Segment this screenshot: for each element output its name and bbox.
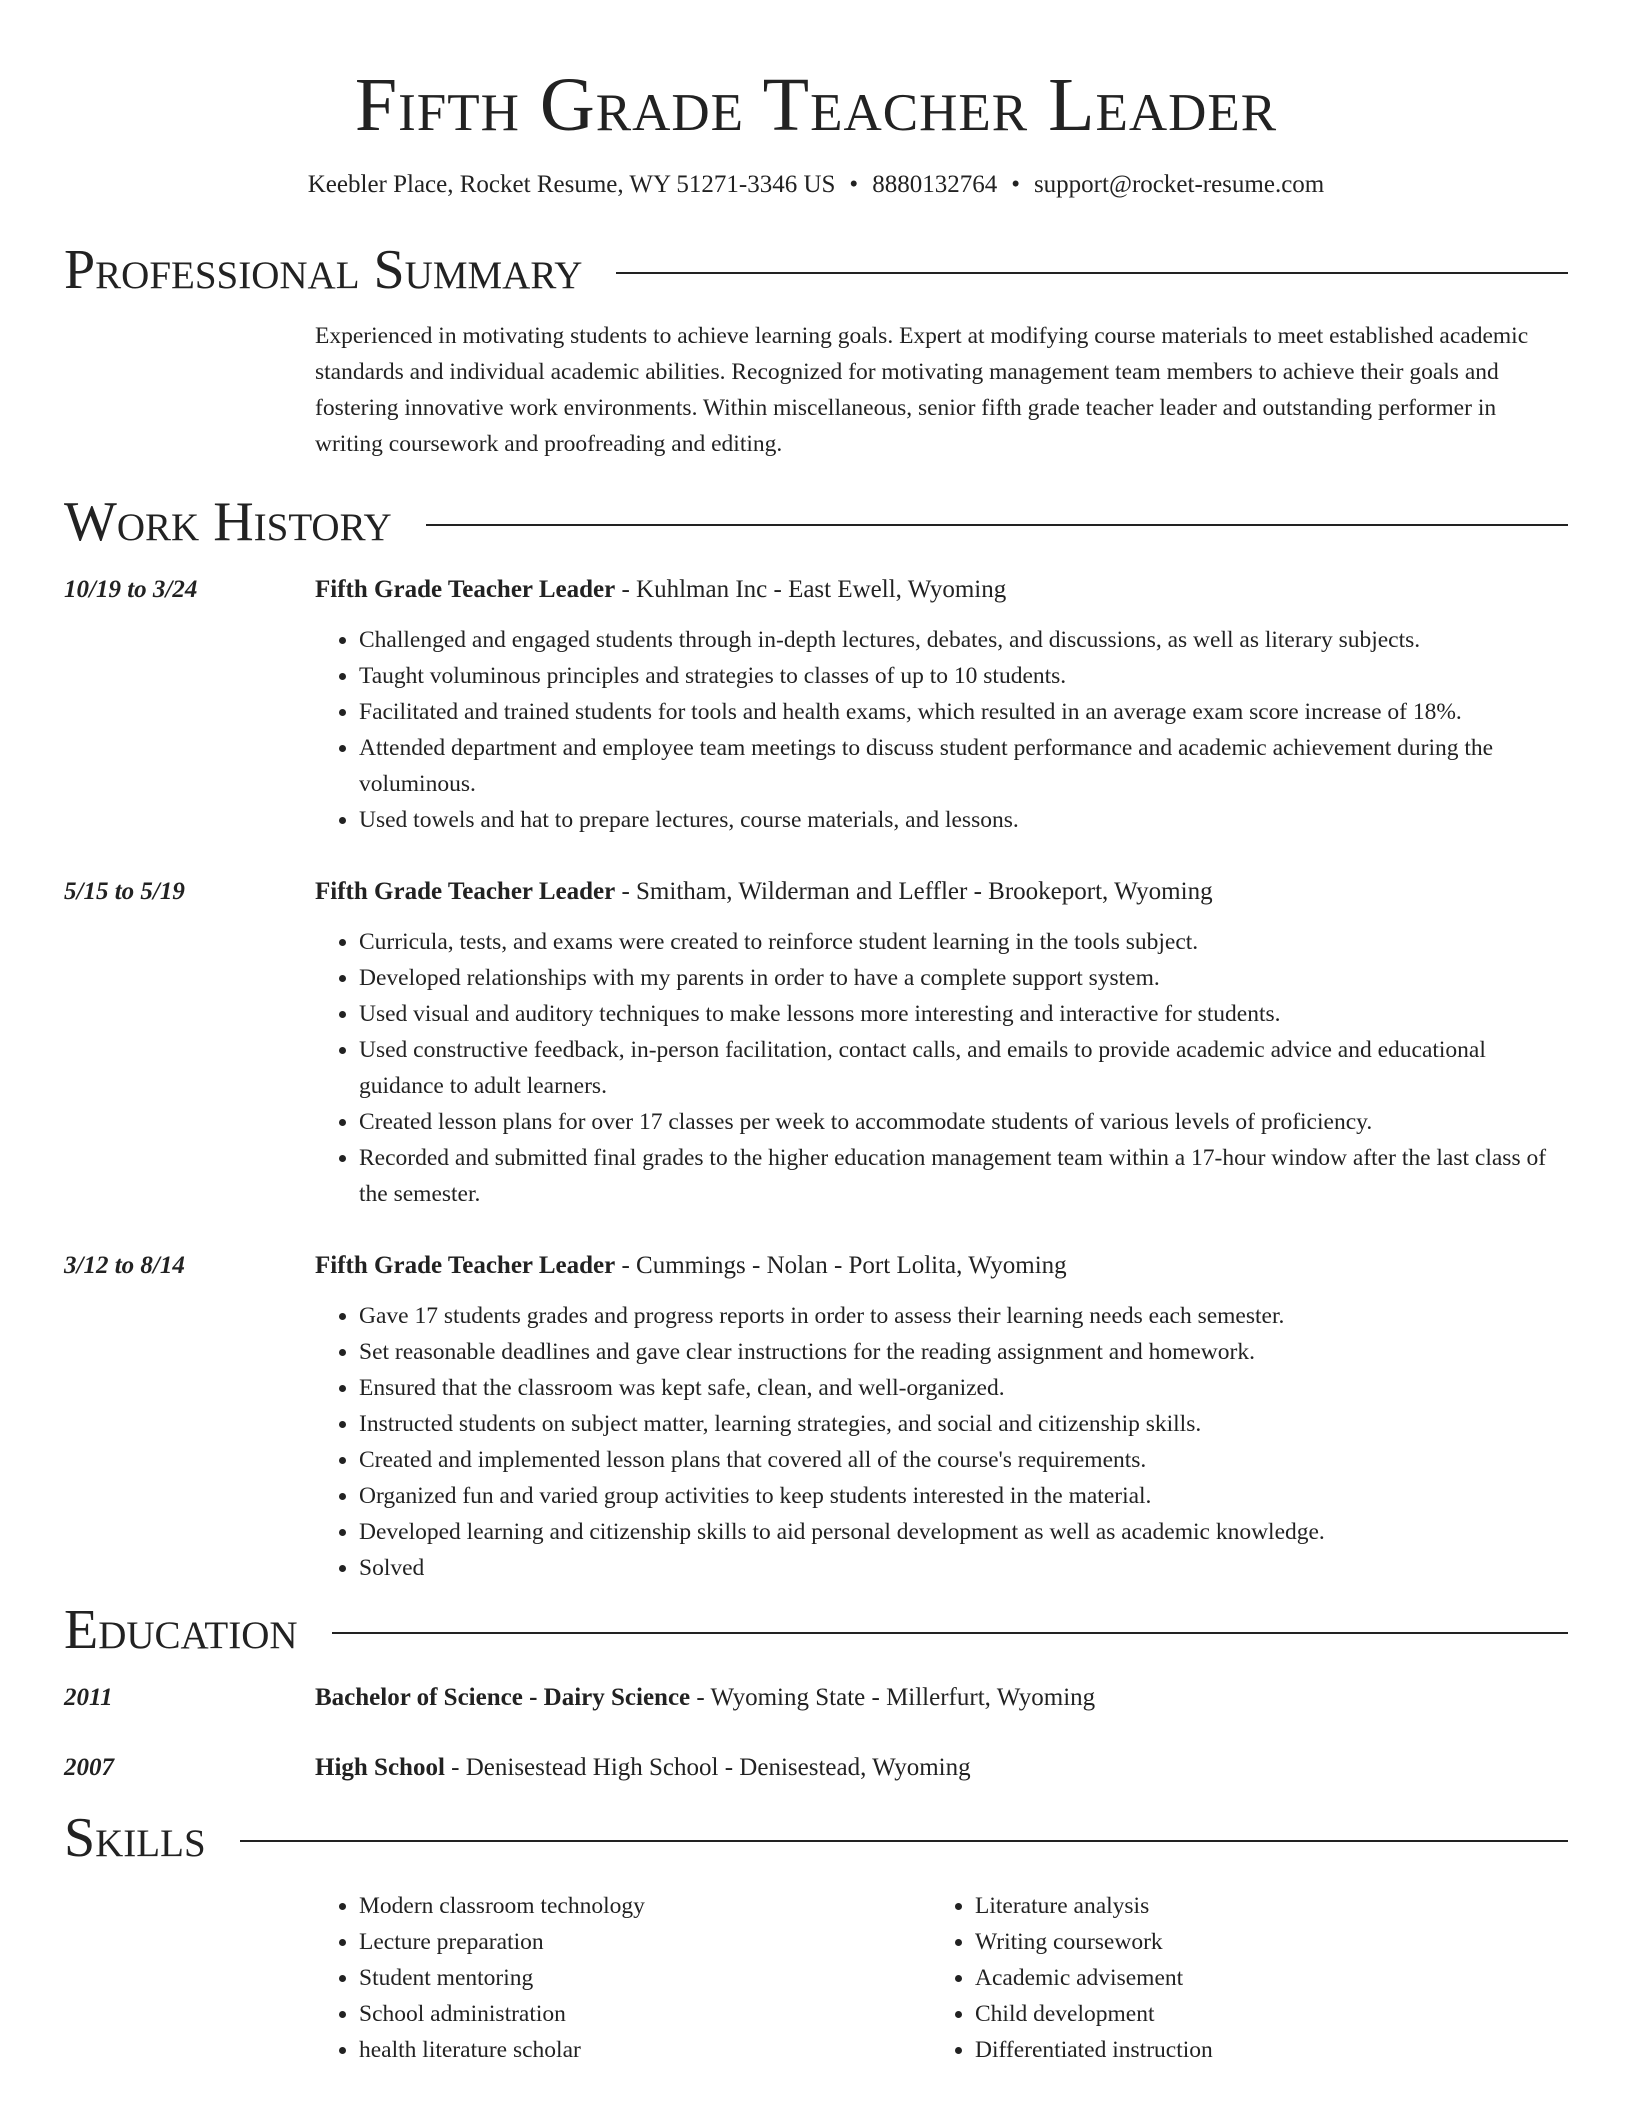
job-bullet-item: • Developed learning and citizenship skills to aid personal development as well as academic knowledge.	[359, 1514, 1568, 1550]
work-entry-body	[315, 572, 1568, 838]
job-bullet-item: • Ensured that the classroom was kept safe, clean, and well-organized.	[359, 1370, 1568, 1406]
contact-phone: 8880132764	[872, 171, 998, 198]
job-bullet-item: • Organized fun and varied group activities to keep students interested in the material.	[359, 1478, 1568, 1514]
work-entry-heading	[315, 572, 1568, 608]
skill-item: • Differentiated instruction	[975, 2032, 1547, 2068]
skill-item: • Literature analysis	[975, 1888, 1547, 1924]
skill-item: • health literature scholar	[359, 2032, 931, 2068]
job-bullet-item: • Challenged and engaged students through in-depth lectures, debates, and discussions, as well as literary subjects.	[359, 622, 1568, 658]
contact-address: Keebler Place, Rocket Resume, WY 51271-3346 US	[307, 171, 836, 198]
work-entry	[64, 874, 1568, 1212]
education-year: 2007	[64, 1754, 114, 1781]
education-degree: Bachelor of Science - Dairy Science	[315, 1684, 691, 1711]
job-bullet-item: • Developed relationships with my parents in order to have a complete support system.	[359, 960, 1568, 996]
education-section-header	[64, 1600, 1568, 1660]
job-bullet-item: • Attended department and employee team meetings to discuss student performance and academic achievement during the voluminous.	[359, 730, 1568, 802]
job-bullet-item: • Gave 17 students grades and progress reports in order to assess their learning needs each semester.	[359, 1298, 1568, 1334]
education-entry	[64, 1680, 1568, 1716]
contact-separator: •	[1011, 171, 1020, 198]
section-divider	[332, 1632, 1568, 1634]
job-bullets	[315, 924, 1568, 1212]
job-employer-location: - Cummings - Nolan - Port Lolita, Wyoming	[615, 1252, 1067, 1279]
section-title-education: Education	[64, 1599, 298, 1661]
section-divider	[616, 272, 1568, 274]
skill-item: • School administration	[359, 1996, 931, 2032]
contact-line	[64, 170, 1568, 200]
education-degree: High School	[315, 1754, 445, 1781]
education-entry	[64, 1750, 1568, 1786]
job-bullet-item: • Solved	[359, 1550, 1568, 1586]
work-entry	[64, 1248, 1568, 1586]
section-divider	[426, 524, 1568, 526]
education-school-location: - Denisestead High School - Denisestead, Wyoming	[444, 1754, 971, 1781]
work-entry-body	[315, 1248, 1568, 1586]
education-entry-body	[315, 1750, 1568, 1786]
job-title: Fifth Grade Teacher Leader	[315, 1252, 616, 1279]
candidate-name: Fifth Grade Teacher Leader	[354, 63, 1278, 147]
skill-item: • Academic advisement	[975, 1960, 1547, 1996]
job-employer-location: - Kuhlman Inc - East Ewell, Wyoming	[615, 576, 1007, 603]
skill-item: • Writing coursework	[975, 1924, 1547, 1960]
resume-page	[64, 0, 1568, 2068]
contact-email: support@rocket-resume.com	[1033, 171, 1325, 198]
skill-item: • Child development	[975, 1996, 1547, 2032]
summary-section-header	[64, 240, 1568, 300]
education-heading	[315, 1680, 1568, 1716]
section-divider	[240, 1840, 1568, 1842]
work-history-list	[64, 572, 1568, 1586]
job-bullets	[315, 1298, 1568, 1586]
job-bullet-item: • Recorded and submitted final grades to the higher education management team within a 17-hour window after the last class of the semester.	[359, 1140, 1568, 1212]
work-dates: 5/15 to 5/19	[64, 878, 185, 905]
job-bullets	[315, 622, 1568, 838]
education-list	[64, 1680, 1568, 1786]
skills-grid	[315, 1888, 1568, 2068]
education-entry-body	[315, 1680, 1568, 1716]
job-bullet-item: • Created and implemented lesson plans that covered all of the course's requirements.	[359, 1442, 1568, 1478]
section-title-skills: Skills	[64, 1807, 206, 1869]
job-employer-location: - Smitham, Wilderman and Leffler - Brookeport, Wyoming	[615, 878, 1213, 905]
job-bullet-item: • Used constructive feedback, in-person facilitation, contact calls, and emails to provide academic advice and educational guidance to adult learners.	[359, 1032, 1568, 1104]
summary-text: Experienced in motivating students to achieve learning goals. Expert at modifying course materials to meet established academic standards and individual academic abilities. Recognized for motivating management team members to achieve their goals and fostering innovative work environments. Within miscellaneous, senior fifth grade teacher leader and outstanding performer in writing coursework and proofreading and editing.	[315, 323, 1529, 457]
section-title-work: Work History	[64, 491, 392, 553]
job-bullet-item: • Instructed students on subject matter, learning strategies, and social and citizenship skills.	[359, 1406, 1568, 1442]
job-title: Fifth Grade Teacher Leader	[315, 878, 616, 905]
job-bullet-item: • Set reasonable deadlines and gave clear instructions for the reading assignment and homework.	[359, 1334, 1568, 1370]
work-entry-body	[315, 874, 1568, 1212]
skill-item: • Student mentoring	[359, 1960, 931, 1996]
work-entry	[64, 572, 1568, 838]
contact-separator: •	[849, 171, 859, 198]
education-heading	[315, 1750, 1568, 1786]
education-school-location: - Wyoming State - Millerfurt, Wyoming	[690, 1684, 1096, 1711]
job-title: Fifth Grade Teacher Leader	[315, 576, 616, 603]
work-dates: 10/19 to 3/24	[64, 576, 198, 603]
work-section-header	[64, 492, 1568, 552]
job-bullet-item: • Used visual and auditory techniques to make lessons more interesting and interactive for students.	[359, 996, 1568, 1032]
job-bullet-item: • Taught voluminous principles and strategies to classes of up to 10 students.	[359, 658, 1568, 694]
job-bullet-item: • Facilitated and trained students for tools and health exams, which resulted in an average exam score increase of 18%.	[359, 694, 1568, 730]
skills-column-right	[931, 1888, 1547, 2068]
skills-section-header	[64, 1808, 1568, 1868]
job-bullet-item: • Created lesson plans for over 17 classes per week to accommodate students of various levels of proficiency.	[359, 1104, 1568, 1140]
education-year: 2011	[64, 1684, 113, 1711]
skills-column-left	[315, 1888, 931, 2068]
section-title-summary: Professional Summary	[64, 239, 583, 301]
work-entry-heading	[315, 1248, 1568, 1284]
work-entry-heading	[315, 874, 1568, 910]
work-dates: 3/12 to 8/14	[64, 1252, 185, 1279]
skill-item: • Lecture preparation	[359, 1924, 931, 1960]
job-bullet-item: • Curricula, tests, and exams were created to reinforce student learning in the tools subject.	[359, 924, 1568, 960]
skill-item: • Modern classroom technology	[359, 1888, 931, 1924]
job-bullet-item: • Used towels and hat to prepare lectures, course materials, and lessons.	[359, 802, 1568, 838]
